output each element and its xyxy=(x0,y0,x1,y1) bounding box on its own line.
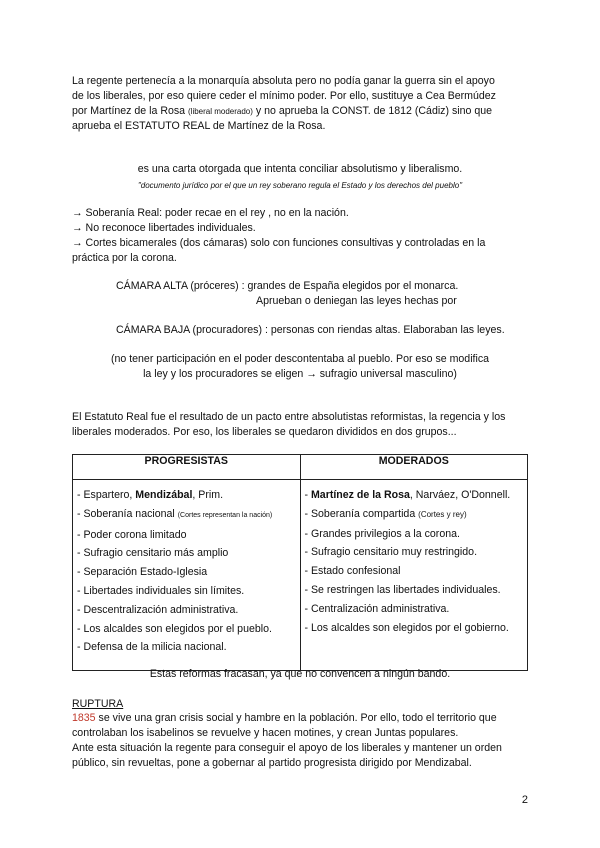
intro-line-3-pre: por Martínez de la Rosa xyxy=(72,105,188,117)
list-item-text: - Soberanía compartida xyxy=(304,507,419,520)
list-item: - Poder corona limitado xyxy=(77,528,187,541)
camara-alta-1: CÁMARA ALTA (próceres) : grandes de España elegidos por el monarca. xyxy=(116,280,459,292)
list-item: - Descentralización administrativa. xyxy=(77,603,239,616)
list-item xyxy=(305,486,524,505)
list-item: - Los alcaldes son elegidos por el gobierno. xyxy=(304,621,509,634)
list-item-text: - xyxy=(304,489,311,501)
ruptura-line-3: Ante esta situación la regente para conseguir el apoyo de los liberales y mantener un orden xyxy=(72,742,502,754)
intro-line-1: La regente pertenecía a la monarquía absoluta pero no podía ganar la guerra sin el apoyo xyxy=(72,75,495,87)
ruptura-title: RUPTURA xyxy=(72,698,124,710)
pacto-line-1: El Estatuto Real fue el resultado de un pacto entre absolutistas reformistas, la regencia y los xyxy=(72,411,506,423)
list-item: - Libertades individuales sin límites. xyxy=(77,584,245,597)
camara-alta-2: Aprueban o deniegan las leyes hechas por xyxy=(256,295,457,307)
list-item-bold: Martínez de la Rosa xyxy=(310,489,410,501)
ruptura-line-1-text: se vive una gran crisis social y hambre en la población. Por ello, todo el territorio que xyxy=(95,712,497,724)
comparison-table xyxy=(72,454,528,671)
progresistas-header: PROGRESISTAS xyxy=(73,455,301,480)
list-item xyxy=(77,505,296,526)
list-item: - Grandes privilegios a la corona. xyxy=(304,527,460,540)
intro-line-3-small: (liberal moderado) xyxy=(188,107,253,116)
list-item-text: - Soberanía nacional xyxy=(77,507,178,520)
list-item-bold: Mendizábal xyxy=(135,489,193,501)
page-number: 2 xyxy=(521,794,528,806)
fracasan-text: Estas reformas fracasan, ya que no convencen a ningún bando. xyxy=(149,668,451,680)
list-item xyxy=(77,486,296,505)
list-item: - Sufragio censitario muy restringido. xyxy=(304,546,478,559)
ruptura-line-2: controlaban los isabelinos se revuelve y hacen motines, y crean Juntas populares. xyxy=(72,727,459,739)
camara-note-2: la ley y los procuradores se eligen → sufragio universal masculino) xyxy=(143,368,457,380)
list-item-text: , Narváez, O'Donnell. xyxy=(409,489,511,501)
list-item: - Defensa de la milicia nacional. xyxy=(77,641,227,654)
list-item: - Separación Estado-Iglesia xyxy=(77,566,208,579)
moderados-column xyxy=(300,480,528,671)
list-item-small: (Cortes y rey) xyxy=(418,509,467,519)
list-item-text: - Espartero, xyxy=(77,489,136,501)
camara-note-1: (no tener participación en el poder descontentaba al pueblo. Por eso se modifica xyxy=(110,353,490,365)
ruptura-line-4: público, sin revueltas, pone a gobernar al partido progresista dirigido por Mendizabal. xyxy=(72,757,472,769)
camara-baja: CÁMARA BAJA (procuradores) : personas con riendas altas. Elaboraban las leyes. xyxy=(116,324,505,336)
ruptura-year: 1835 xyxy=(72,712,96,724)
list-item: - Centralización administrativa. xyxy=(304,602,450,615)
definition-text: es una carta otorgada que intenta conciliar absolutismo y liberalismo. xyxy=(137,163,463,175)
list-item: - Los alcaldes son elegidos por el pueblo. xyxy=(77,622,272,635)
intro-line-3 xyxy=(72,104,492,119)
definition-quote: "documento jurídico por el que un rey soberano regula el Estado y los derechos del pueblo" xyxy=(137,181,463,190)
pacto-line-2: liberales moderados. Por eso, los liberales se quedaron divididos en dos grupos... xyxy=(72,426,457,438)
point-soberania-real: → Soberanía Real: poder recae en el rey , no en la nación. xyxy=(72,207,349,219)
point-cortes-1: → Cortes bicamerales (dos cámaras) solo con funciones consultivas y controladas en la xyxy=(72,237,486,249)
intro-line-2: de los liberales, por eso quiere ceder el mínimo poder. Por ello, sustituye a Cea Bermúdez xyxy=(72,90,496,102)
list-item xyxy=(305,505,524,525)
list-item-text: , Prim. xyxy=(192,489,224,501)
point-cortes-2: práctica por la corona. xyxy=(72,252,177,264)
table-header-row xyxy=(73,455,528,480)
table-body-row xyxy=(73,480,528,671)
list-item: - Se restringen las libertades individuales. xyxy=(304,583,501,596)
intro-line-3-post: y no aprueba la CONST. de 1812 (Cádiz) sino que xyxy=(252,105,493,117)
progresistas-column xyxy=(73,480,301,671)
moderados-header: MODERADOS xyxy=(300,455,528,480)
list-item: - Estado confesional xyxy=(304,565,401,578)
ruptura-line-1 xyxy=(72,711,497,726)
intro-line-4: aprueba el ESTATUTO REAL de Martínez de la Rosa. xyxy=(72,120,326,132)
point-libertades: → No reconoce libertades individuales. xyxy=(72,222,256,234)
list-item: - Sufragio censitario más amplio xyxy=(77,547,229,560)
list-item-small: (Cortes representan la nación) xyxy=(177,511,273,519)
